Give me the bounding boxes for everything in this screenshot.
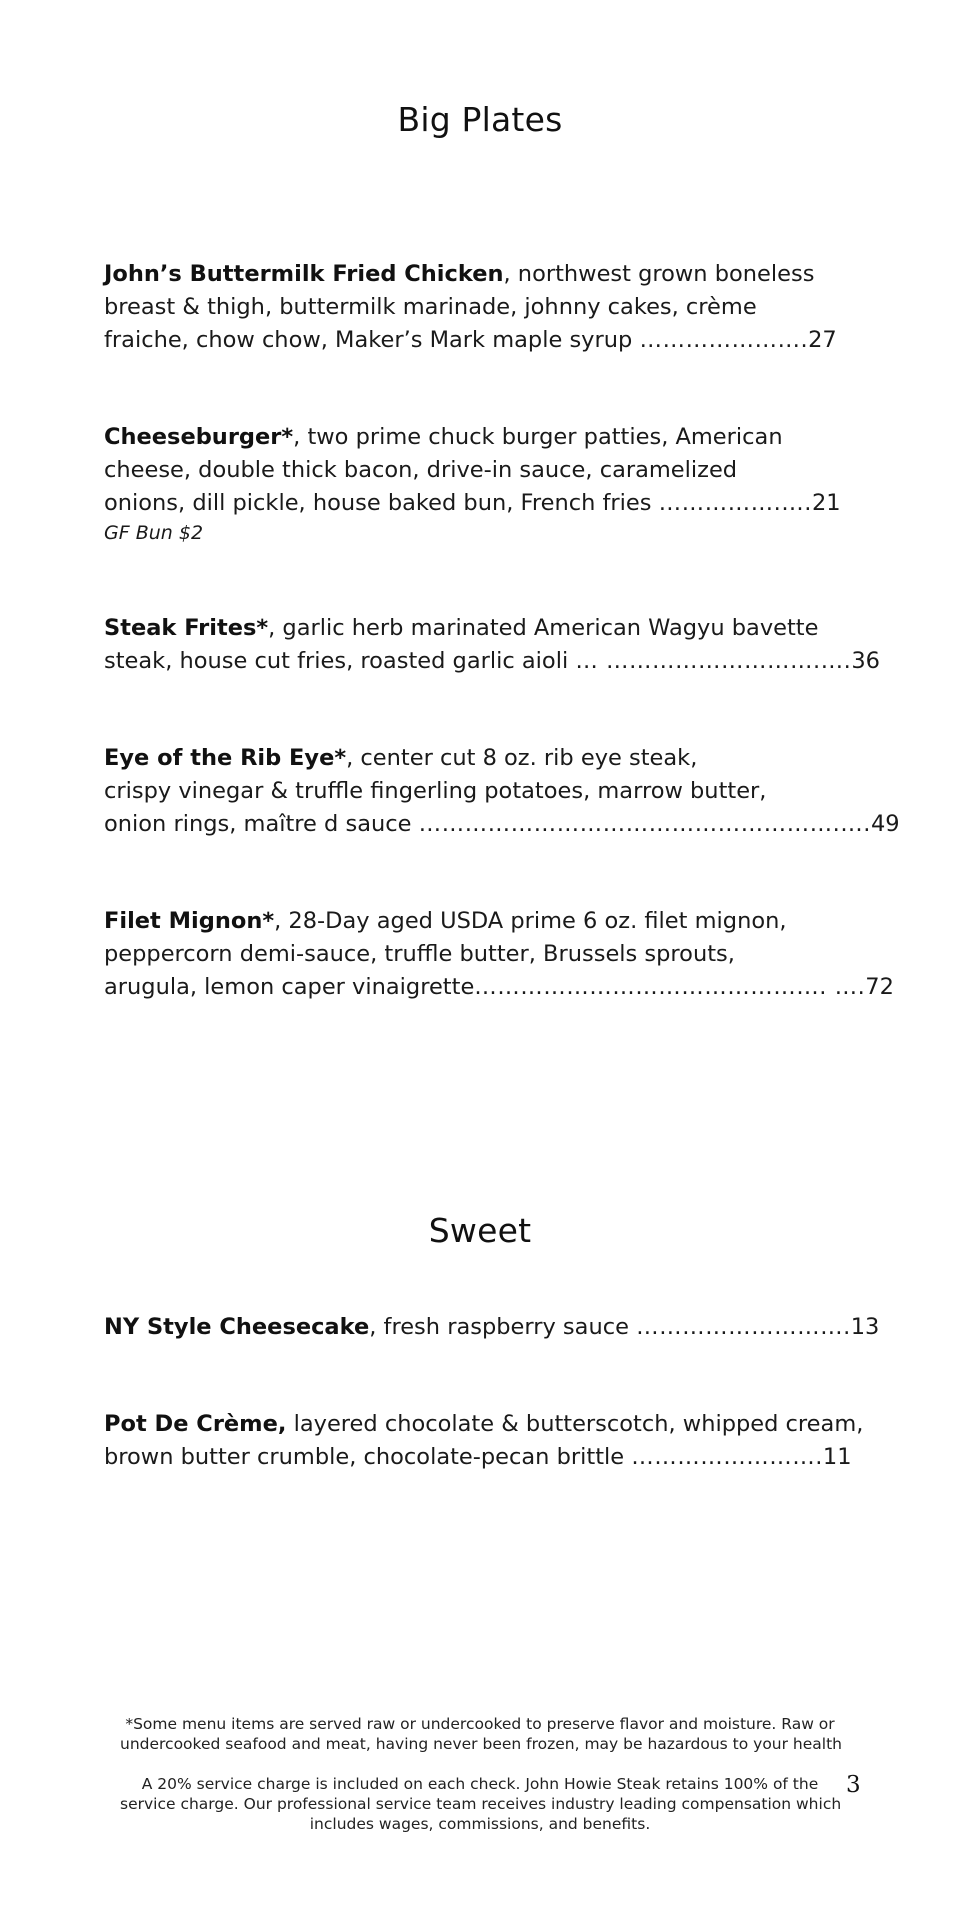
- section-title-sweet: Sweet: [428, 1211, 532, 1250]
- notice-line: undercooked seafood and meat, having never been frozen, may be hazardous to your health: [120, 1735, 842, 1753]
- item-description: peppercorn demi-sauce, truffle butter, Brussels sprouts,: [104, 941, 735, 967]
- item-line: [104, 905, 864, 938]
- item-line: [104, 291, 864, 324]
- dot-leader: ………………….: [639, 327, 809, 353]
- raw-food-notice: [120, 1714, 840, 1754]
- notice-line: *Some menu items are served raw or undercooked to preserve flavor and moisture. Raw or: [125, 1715, 835, 1733]
- item-description: , garlic herb marinated American Wagyu bavette: [268, 615, 819, 641]
- item-name: Pot De Crème,: [104, 1411, 287, 1437]
- item-line: [104, 487, 864, 520]
- notice-line: service charge. Our professional service team receives industry leading compensation which: [120, 1795, 842, 1813]
- page-number: 3: [846, 1772, 861, 1798]
- notice-line: includes wages, commissions, and benefits.: [309, 1815, 651, 1833]
- item-description: cheese, double thick bacon, drive-in sauce, caramelized: [104, 457, 738, 483]
- item-line: [104, 324, 864, 357]
- item-description: crispy vinegar & truffle fingerling potatoes, marrow butter,: [104, 778, 767, 804]
- item-description: arugula, lemon caper vinaigrette: [104, 974, 475, 1000]
- menu-item-fried-chicken: [104, 258, 864, 357]
- menu-item-cheesecake: [104, 1311, 880, 1344]
- item-price: 11: [822, 1444, 852, 1470]
- item-price: 36: [851, 648, 880, 674]
- item-description: , 28-Day aged USDA prime 6 oz. filet mignon,: [274, 908, 787, 934]
- item-line: [104, 645, 880, 678]
- item-price: 21: [811, 490, 841, 516]
- item-line: [104, 1311, 880, 1344]
- item-line: [104, 1408, 884, 1441]
- item-line: [104, 971, 894, 1004]
- dot-leader: … ……………………….….: [575, 648, 852, 674]
- item-name: NY Style Cheesecake: [104, 1314, 370, 1340]
- item-line: [104, 421, 864, 454]
- item-line: [104, 808, 900, 841]
- item-name: Steak Frites*: [104, 615, 269, 641]
- menu-item-filet-mignon: [104, 905, 894, 1004]
- menu-item-cheeseburger: [104, 421, 864, 546]
- menu-item-steak-frites: [104, 612, 880, 678]
- item-description: , northwest grown boneless: [503, 261, 815, 287]
- item-line: [104, 775, 864, 808]
- item-line: [104, 938, 864, 971]
- dot-leader: ……………………………………………….….: [418, 811, 871, 837]
- item-description: , center cut 8 oz. rib eye steak,: [346, 745, 698, 771]
- dot-leader: …………….….: [658, 490, 812, 516]
- item-line: [104, 454, 864, 487]
- item-description: , two prime chuck burger patties, American: [293, 424, 783, 450]
- item-line: [104, 612, 864, 645]
- service-charge-notice: [120, 1774, 840, 1834]
- menu-item-rib-eye: [104, 742, 900, 841]
- item-description: steak, house cut fries, roasted garlic aioli: [104, 648, 576, 674]
- item-description: onions, dill pickle, house baked bun, French fries: [104, 490, 659, 516]
- item-description: onion rings, maître d sauce: [104, 811, 419, 837]
- item-description: layered chocolate & butterscotch, whipped cream,: [286, 1411, 864, 1437]
- item-description: fraiche, chow chow, Maker’s Mark maple syrup: [104, 327, 640, 353]
- item-line: [104, 258, 864, 291]
- item-description: brown butter crumble, chocolate-pecan brittle: [104, 1444, 632, 1470]
- item-name: John’s Buttermilk Fried Chicken: [104, 261, 504, 287]
- item-price: 27: [808, 327, 837, 353]
- menu-item-pot-de-creme: [104, 1408, 884, 1474]
- item-description: breast & thigh, buttermilk marinade, johnny cakes, crème: [104, 294, 757, 320]
- section-title-big-plates: Big Plates: [397, 100, 563, 139]
- item-note: GF Bun $2: [104, 522, 204, 544]
- item-price: 72: [865, 974, 894, 1000]
- item-name: Eye of the Rib Eye*: [104, 745, 347, 771]
- item-line: [104, 1441, 884, 1474]
- item-name: Cheeseburger*: [104, 424, 294, 450]
- dot-leader: ……………………….: [636, 1314, 851, 1340]
- dot-leader: …………………….: [631, 1444, 823, 1470]
- notice-line: A 20% service charge is included on each check. John Howie Steak retains 100% of the: [141, 1775, 819, 1793]
- item-price: 49: [870, 811, 900, 837]
- item-line: [104, 742, 864, 775]
- item-description: , fresh raspberry sauce: [369, 1314, 637, 1340]
- dot-leader: ………………………………………. ….: [474, 974, 866, 1000]
- item-name: Filet Mignon*: [104, 908, 275, 934]
- item-price: 13: [850, 1314, 880, 1340]
